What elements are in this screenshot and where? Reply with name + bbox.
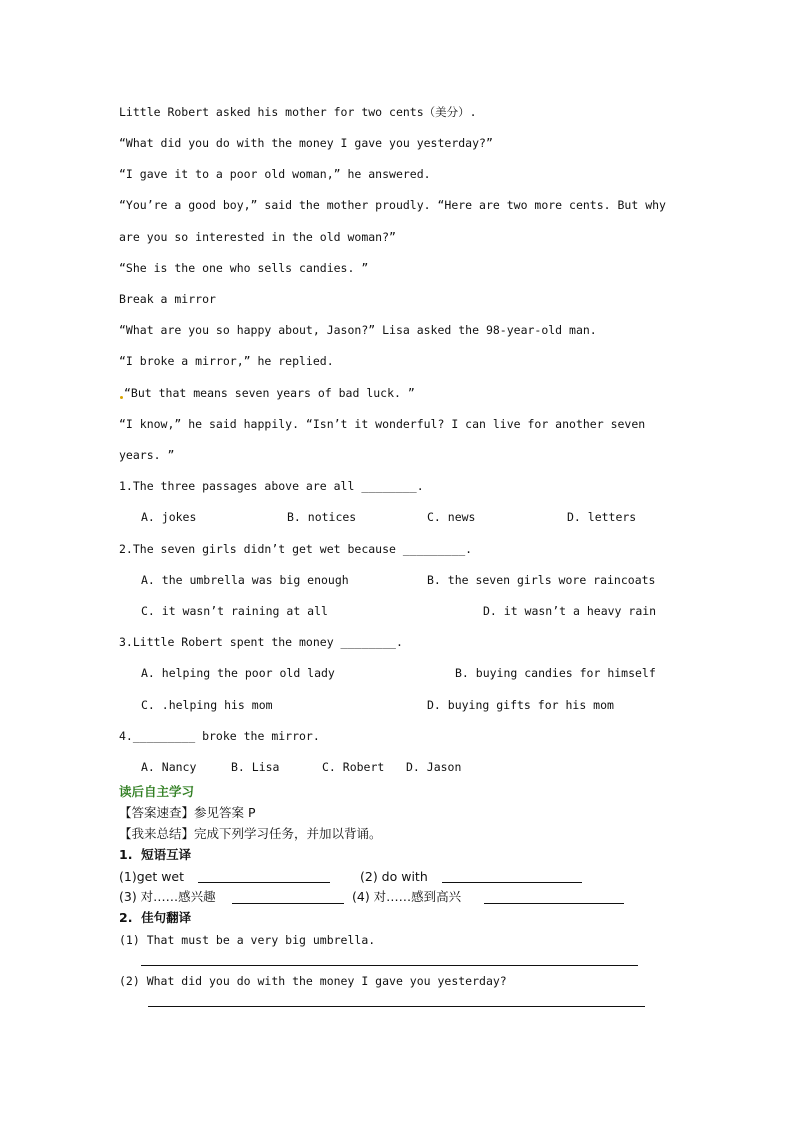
q1-option-c: C. news bbox=[427, 510, 476, 524]
q1-option-d: D. letters bbox=[567, 510, 637, 524]
bullet-dot-mark bbox=[120, 396, 123, 399]
q1-option-a: A. jokes bbox=[141, 510, 197, 524]
answer-check-line: 【答案速查】参见答案 P bbox=[119, 805, 256, 820]
after-reading-heading: 读后自主学习 bbox=[119, 784, 195, 799]
story-title-break-a-mirror: Break a mirror bbox=[119, 292, 216, 306]
q1-option-b: B. notices bbox=[287, 510, 357, 524]
q4-option-d: D. Jason bbox=[406, 760, 462, 774]
q4-option-c: C. Robert bbox=[322, 760, 385, 774]
q2-option-b: B. the seven girls wore raincoats bbox=[427, 573, 656, 587]
q3-option-a: A. helping the poor old lady bbox=[141, 666, 335, 680]
story-line-2: “What did you do with the money I gave you yesterday?” bbox=[119, 136, 493, 150]
question-1-stem: 1.The three passages above are all ________. bbox=[119, 479, 424, 493]
story-line-9: “I broke a mirror,” he replied. bbox=[119, 354, 334, 368]
phrase-1-label: (1)get wet bbox=[119, 869, 185, 884]
story-line-10: “But that means seven years of bad luck. ” bbox=[124, 386, 415, 400]
question-3-stem: 3.Little Robert spent the money ________. bbox=[119, 635, 403, 649]
phrase-4-answer-line[interactable] bbox=[484, 903, 624, 904]
q2-option-c: C. it wasn’t raining at all bbox=[141, 604, 328, 618]
q3-option-d: D. buying gifts for his mom bbox=[427, 698, 614, 712]
question-4-stem: 4._________ broke the mirror. bbox=[119, 729, 320, 743]
phrase-4-label: (4) 对……感到高兴 bbox=[352, 889, 462, 904]
question-2-stem: 2.The seven girls didn’t get wet because _________. bbox=[119, 542, 473, 556]
story-line-8: “What are you so happy about, Jason?” Lisa asked the 98-year-old man. bbox=[119, 323, 597, 337]
phrase-2-answer-line[interactable] bbox=[442, 882, 582, 883]
phrase-3-label: (3) 对……感兴趣 bbox=[119, 889, 216, 904]
sentence-1-answer-line[interactable] bbox=[141, 965, 638, 966]
sentence-2-text: (2) What did you do with the money I gave you yesterday? bbox=[119, 974, 507, 988]
story-line-4: “You’re a good boy,” said the mother proudly. “Here are two more cents. But why bbox=[119, 198, 666, 212]
phrase-2-label: (2) do with bbox=[360, 869, 428, 884]
q4-option-b: B. Lisa bbox=[231, 760, 280, 774]
story-line-12: years. ” bbox=[119, 448, 175, 462]
sentence-1-text: (1) That must be a very big umbrella. bbox=[119, 933, 376, 947]
section-1-title: 1. 短语互译 bbox=[119, 847, 192, 862]
story-line-11: “I know,” he said happily. “Isn’t it wonderful? I can live for another seven bbox=[119, 417, 646, 431]
phrase-3-answer-line[interactable] bbox=[232, 903, 344, 904]
q2-option-a: A. the umbrella was big enough bbox=[141, 573, 349, 587]
q4-option-a: A. Nancy bbox=[141, 760, 197, 774]
section-2-title: 2. 佳句翻译 bbox=[119, 910, 192, 925]
phrase-1-answer-line[interactable] bbox=[198, 882, 330, 883]
story-line-3: “I gave it to a poor old woman,” he answered. bbox=[119, 167, 431, 181]
story-line-6: “She is the one who sells candies. ” bbox=[119, 261, 369, 275]
sentence-2-answer-line[interactable] bbox=[148, 1006, 645, 1007]
story-line-5: are you so interested in the old woman?” bbox=[119, 230, 396, 244]
q2-option-d: D. it wasn’t a heavy rain bbox=[483, 604, 657, 618]
story-line-1: Little Robert asked his mother for two cents（美分）. bbox=[119, 105, 477, 119]
q3-option-b: B. buying candies for himself bbox=[455, 666, 656, 680]
summary-line: 【我来总结】完成下列学习任务，并加以背诵。 bbox=[119, 826, 382, 841]
q3-option-c: C. .helping his mom bbox=[141, 698, 273, 712]
